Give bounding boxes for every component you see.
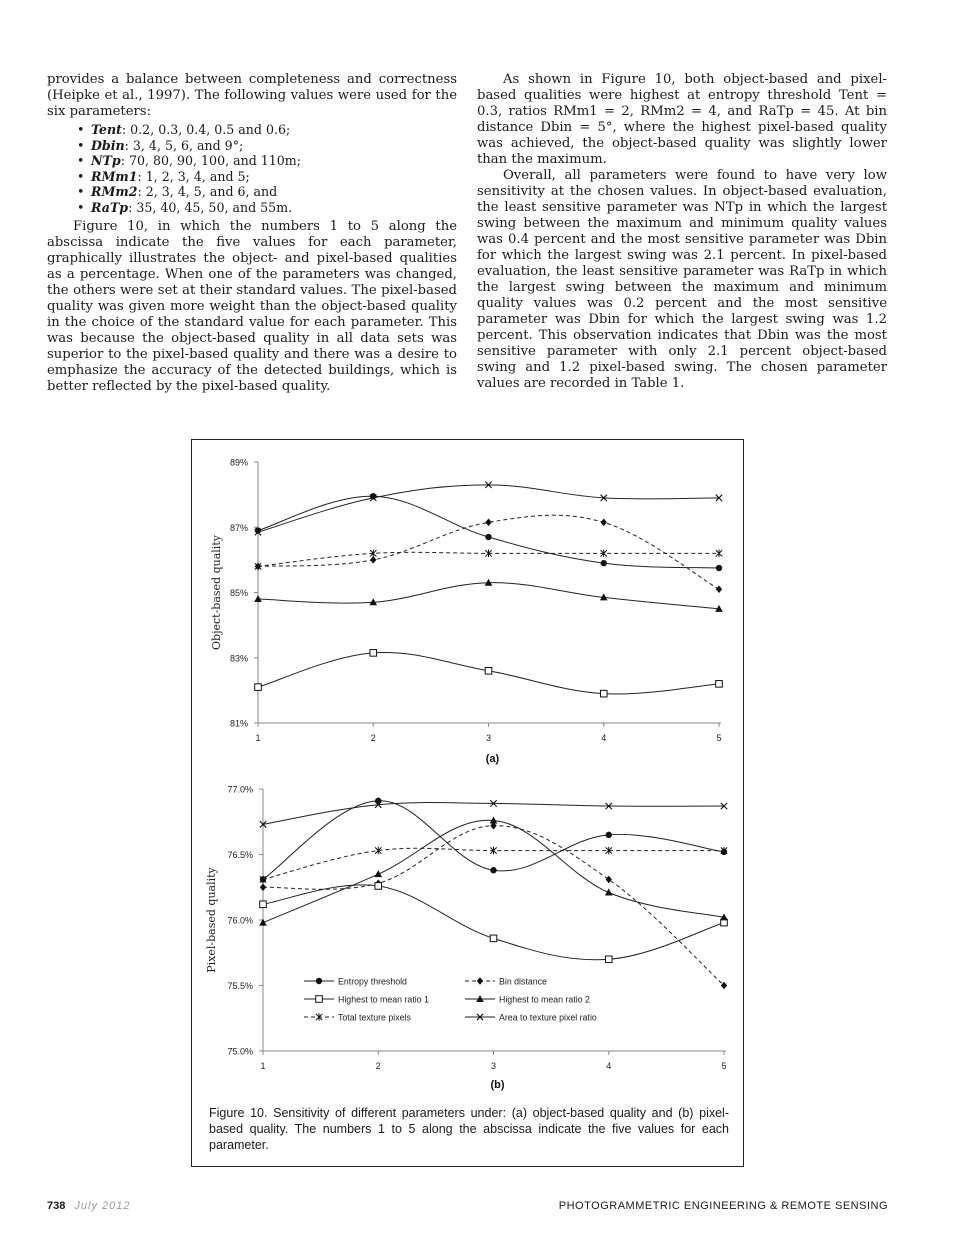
x-tick-label: 4 [606, 1061, 612, 1071]
series-total-texture-pixels [260, 847, 727, 883]
x-tick-label: 1 [255, 733, 261, 743]
marker-diamond [477, 977, 483, 985]
x-tick-label: 5 [716, 733, 722, 743]
marker-triangle [374, 870, 382, 877]
series-entropy-threshold [255, 493, 722, 571]
legend-item [465, 1013, 597, 1023]
x-tick-label: 4 [601, 733, 607, 743]
y-tick-label: 77.0% [227, 784, 253, 795]
chart-legend [304, 977, 597, 1023]
marker-triangle [605, 888, 613, 895]
page-number: 738 [47, 1200, 66, 1212]
marker-diamond [260, 883, 266, 891]
marker-star [716, 550, 722, 558]
series-area-to-texture-pixel-ratio [255, 482, 722, 536]
marker-circle [606, 832, 612, 838]
y-tick-label: 81% [229, 718, 248, 729]
series-line [263, 885, 724, 960]
marker-triangle [254, 595, 262, 602]
series-line [258, 583, 719, 609]
issue-date: July 2012 [74, 1200, 131, 1212]
figure-caption: Figure 10. Sensitivity of different parameters under: (a) object-based quality and (b) pixel-based quality. The numbers 1 to 5 along the abscissa indicate the five values for each parameter. [209, 1106, 729, 1152]
legend-label: Area to texture pixel ratio [499, 1012, 597, 1023]
marker-square [605, 956, 612, 963]
panel-label: (a) [485, 753, 500, 765]
marker-square [260, 901, 267, 908]
y-tick-label: 83% [229, 653, 248, 664]
param-name: RMm2 [91, 184, 138, 199]
param-name: RaTp [91, 199, 129, 215]
param-name: RMm1 [91, 168, 138, 184]
panel-label: (b) [490, 1079, 505, 1091]
chart-panel-a [210, 458, 723, 766]
y-axis-label: Object-based quality [210, 535, 223, 650]
marker-square [716, 681, 723, 688]
legend-label: Highest to mean ratio 2 [499, 994, 590, 1005]
series-line [258, 496, 719, 568]
marker-circle [316, 978, 322, 984]
legend-item [304, 995, 429, 1005]
x-tick-label: 1 [260, 1061, 266, 1071]
chart-panel-b [205, 785, 728, 1092]
y-tick-label: 85% [229, 588, 248, 598]
param-item: • RMm1: 1, 2, 3, 4, and 5; [91, 169, 457, 185]
param-item: • RaTp: 35, 40, 45, 50, and 55m. [91, 200, 457, 216]
parameter-list [47, 122, 457, 215]
marker-square [485, 668, 492, 675]
param-item: • RMm2: 2, 3, 4, 5, and 6, and [91, 184, 457, 200]
x-tick-label: 3 [490, 1061, 497, 1071]
legend-item [465, 977, 547, 987]
y-axis-label: Pixel-based quality [205, 867, 218, 973]
marker-diamond [716, 585, 722, 593]
y-tick-label: 76.0% [227, 915, 253, 926]
marker-square [316, 996, 323, 1003]
x-tick-label: 2 [370, 733, 376, 743]
legend-item [304, 977, 407, 987]
series-entropy-threshold [260, 798, 727, 883]
param-item: • Dbin: 3, 4, 5, 6, and 9°; [91, 138, 457, 154]
x-tick-label: 2 [375, 1061, 381, 1071]
param-name: Tent [91, 122, 122, 137]
marker-circle [716, 565, 722, 571]
marker-square [600, 690, 607, 697]
figure-10 [191, 439, 744, 1167]
marker-diamond [606, 876, 612, 884]
figure-charts [192, 440, 745, 1168]
legend-label: Bin distance [499, 976, 547, 987]
x-tick-label: 3 [485, 733, 492, 743]
legend-item [465, 995, 590, 1005]
journal-name: PHOTOGRAMMETRIC ENGINEERING & REMOTE SENSING [558, 1200, 888, 1212]
param-name: NTp [91, 153, 121, 168]
param-item: • Tent: 0.2, 0.3, 0.4, 0.5 and 0.6; [91, 122, 457, 138]
legend-label: Total texture pixels [338, 1012, 411, 1023]
legend-label: Highest to mean ratio 1 [338, 994, 429, 1005]
right-column [477, 72, 887, 392]
marker-square [255, 684, 262, 691]
y-tick-label: 87% [229, 522, 248, 533]
marker-diamond [370, 556, 376, 564]
left-paragraph-1: provides a balance between completeness and correctness (Heipke et al., 1997). The following values were used for the six parameters: [47, 72, 457, 119]
marker-square [490, 935, 497, 942]
marker-circle [601, 560, 607, 566]
right-paragraph-1: As shown in Figure 10, both object-based and pixel-based qualities were highest at entropy threshold Tent = 0.3, ratios RMm1 = 2, RMm2 = 4, and RaTp = 45. At bin distance Dbin = 5°, where the highest pixel-based quality was achieved, the object-based quality was slightly lower than the maximum. [477, 72, 887, 167]
legend-item [304, 1013, 411, 1023]
y-tick-label: 89% [229, 457, 248, 468]
y-tick-label: 75.5% [227, 981, 253, 991]
marker-square [375, 883, 382, 890]
marker-diamond [601, 519, 607, 527]
left-column [47, 72, 457, 395]
y-tick-label: 75.0% [227, 1046, 253, 1057]
legend-label: Entropy threshold [338, 976, 407, 987]
series-highest-to-mean-ratio-1 [255, 650, 723, 697]
marker-circle [490, 867, 496, 873]
footer-left [47, 1200, 131, 1212]
right-paragraph-2: Overall, all parameters were found to have very low sensitivity at the chosen values. In object-based evaluation, the least sensitive parameter was NTp in which the largest swing between the maximum and minimum quality values was 0.4 percent and the most sensitive parameter was Dbin for which the largest swing was 2.1 percent. In pixel-based evaluation, the least sensitive parameter was RaTp in which the largest swing between the maximum and minimum quality values was 0.2 percent and the most sensitive parameter was Dbin for which the largest swing was 1.2 percent. This observation indicates that Dbin was the most sensitive parameter with only 2.1 percent object-based swing and 1.2 pixel-based swing. The chosen parameter values are recorded in Table 1. [477, 168, 887, 391]
param-name: Dbin [91, 137, 125, 153]
param-item: • NTp: 70, 80, 90, 100, and 110m; [91, 153, 457, 169]
y-tick-label: 76.5% [227, 850, 253, 860]
left-paragraph-2: Figure 10, in which the numbers 1 to 5 along the abscissa indicate the five values for each parameter, graphically illustrates the object- and pixel-based qualities as a percentage. When one of the parameters was changed, the others were set at their standard values. The pixel-based quality was given more weight than the object-based quality in the choice of the standard value for each parameter. This was because the object-based quality in all data sets was superior to the pixel-based quality and there was a desire to emphasize the accuracy of the detected buildings, which is better reflected by the pixel-based quality. [47, 219, 457, 394]
marker-square [370, 650, 377, 657]
series-highest-to-mean-ratio-2 [254, 579, 723, 612]
marker-diamond [485, 519, 491, 527]
x-tick-label: 5 [721, 1061, 727, 1071]
marker-circle [485, 534, 491, 540]
